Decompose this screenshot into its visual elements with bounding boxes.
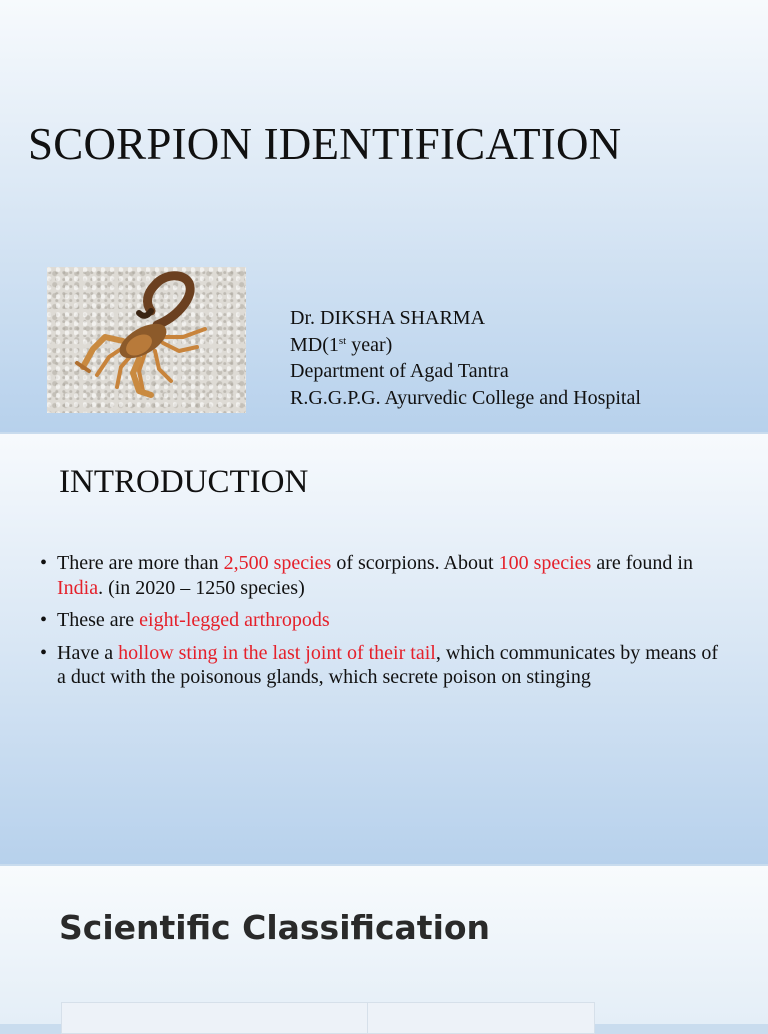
author-name: Dr. DIKSHA SHARMA (290, 307, 486, 329)
scorpion-icon (47, 267, 246, 413)
highlight-text: India (57, 576, 99, 599)
bullet-arthropods: • These are eight-legged arthropods (40, 608, 730, 633)
author-block (290, 305, 641, 411)
table-cell (368, 1003, 594, 1033)
bullet-species: • There are more than 2,500 species of scorpions. About 100 species are found in India. (in 2020 – 1250 species) (40, 551, 730, 600)
author-college: R.G.G.P.G. Ayurvedic College and Hospital (290, 386, 641, 409)
degree-text: MD(1 (290, 333, 339, 356)
author-degree (290, 332, 641, 359)
classification-table (61, 1002, 595, 1034)
title-slide (0, 0, 768, 432)
highlight-text: hollow sting in the last joint of their tail (118, 641, 436, 664)
highlight-text: 2,500 species (223, 552, 332, 574)
presentation-title: SCORPION IDENTIFICATION (28, 119, 622, 169)
degree-superscript: st (338, 334, 347, 347)
scorpion-photo (47, 267, 246, 413)
highlight-text: 100 species (498, 552, 592, 574)
introduction-bullets (40, 551, 730, 698)
author-department: Department of Agad Tantra (290, 360, 509, 382)
bullet-sting: • Have a hollow sting in the last joint of their tail, which communicates by means of a duct with the poisonous glands, which secrete poison on stinging (40, 641, 730, 690)
introduction-title: INTRODUCTION (59, 464, 309, 500)
table-cell (62, 1003, 368, 1033)
classification-title: Scientific Classification (59, 908, 491, 947)
degree-suffix: year) (346, 333, 393, 356)
highlight-text: eight-legged arthropods (139, 609, 330, 631)
